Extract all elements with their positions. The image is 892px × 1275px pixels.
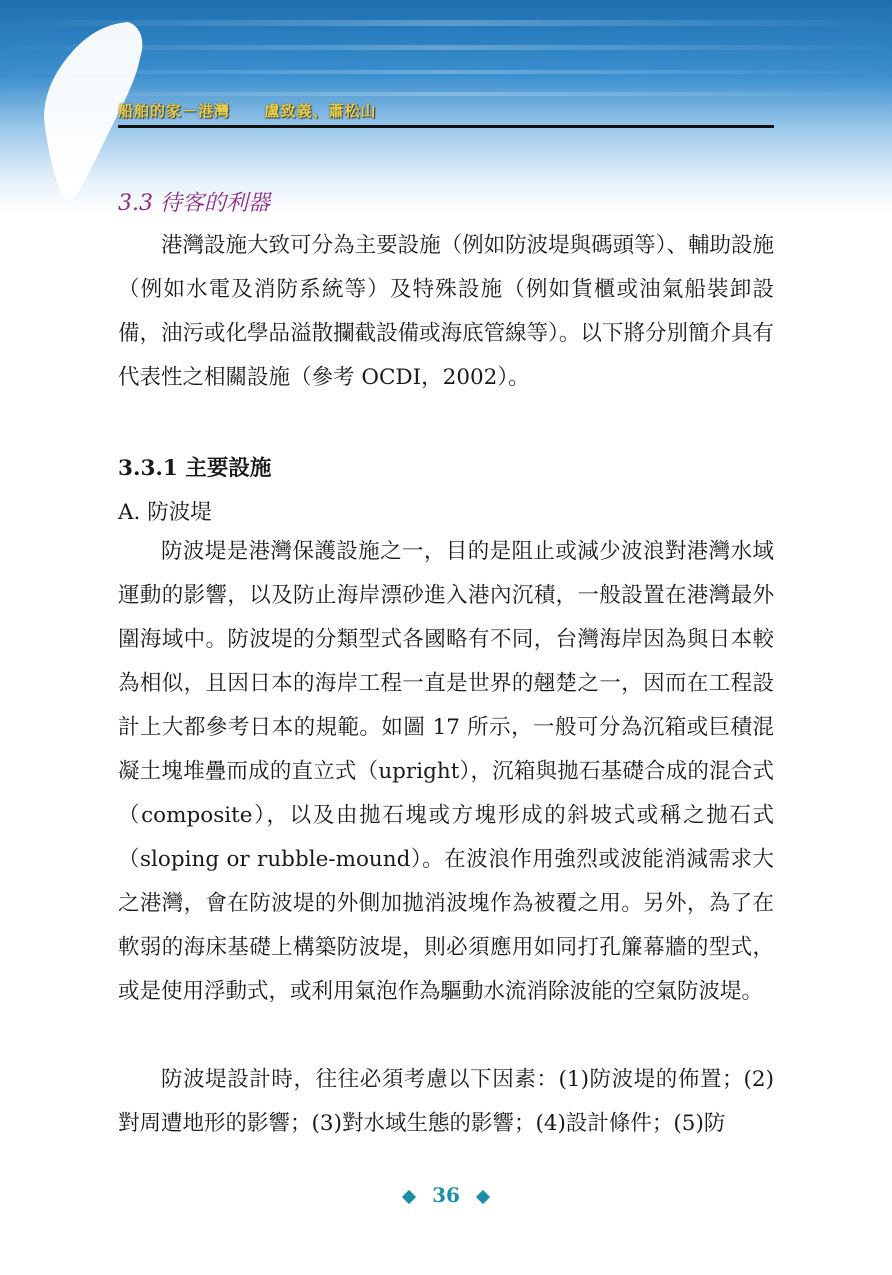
subsection-heading: 3.3.1 主要設施 xyxy=(118,456,272,481)
running-header xyxy=(118,100,377,121)
running-title: 船舶的家－港灣 xyxy=(118,102,231,120)
running-authors: 盧致義、蕭松山 xyxy=(264,102,377,120)
diamond-icon xyxy=(476,1189,490,1203)
header-rule xyxy=(118,125,774,128)
design-paragraph: 防波堤設計時，往往必須考慮以下因素：(1)防波堤的佈置；(2)對周遭地形的影響；(3)對水域生態的影響；(4)設計條件；(5)防 xyxy=(118,1067,774,1136)
diamond-icon xyxy=(402,1189,416,1203)
section-title: 3.3 待客的利器 xyxy=(118,191,270,216)
item-heading: A. 防波堤 xyxy=(118,500,212,525)
page-footer xyxy=(0,1183,892,1207)
intro-paragraph: 港灣設施大致可分為主要設施（例如防波堤與碼頭等）、輔助設施（例如水電及消防系統等）及特殊設施（例如貨櫃或油氣船裝卸設備，油污或化學品溢散攔截設備或海底管線等）。以下將分別簡介具有代表性之相關設施（參考 OCDI，2002）。 xyxy=(118,233,774,390)
breakwater-paragraph: 防波堤是港灣保護設施之一，目的是阻止或減少波浪對港灣水域運動的影響，以及防止海岸漂砂進入港內沉積，一般設置在港灣最外圍海域中。防波堤的分類型式各國略有不同，台灣海岸因為與日本較為相似，且因日本的海岸工程一直是世界的翹楚之一，因而在工程設計上大都參考日本的規範。如圖 17 所示，一般可分為沉箱或巨積混凝土塊堆疊而成的直立式（upright），沉箱與拋石基礎合成的混合式（composite），以及由拋石塊或方塊形成的斜坡式或稱之拋石式（sloping or rubble-mound）。在波浪作用強烈或波能消減需求大之港灣，會在防波堤的外側加拋消波塊作為被覆之用。另外，為了在軟弱的海床基礎上構築防波堤，則必須應用如同打孔簾幕牆的型式，或是使用浮動式，或利用氣泡作為驅動水流消除波能的空氣防波堤。 xyxy=(118,539,774,1004)
page-number: 36 xyxy=(432,1183,460,1207)
